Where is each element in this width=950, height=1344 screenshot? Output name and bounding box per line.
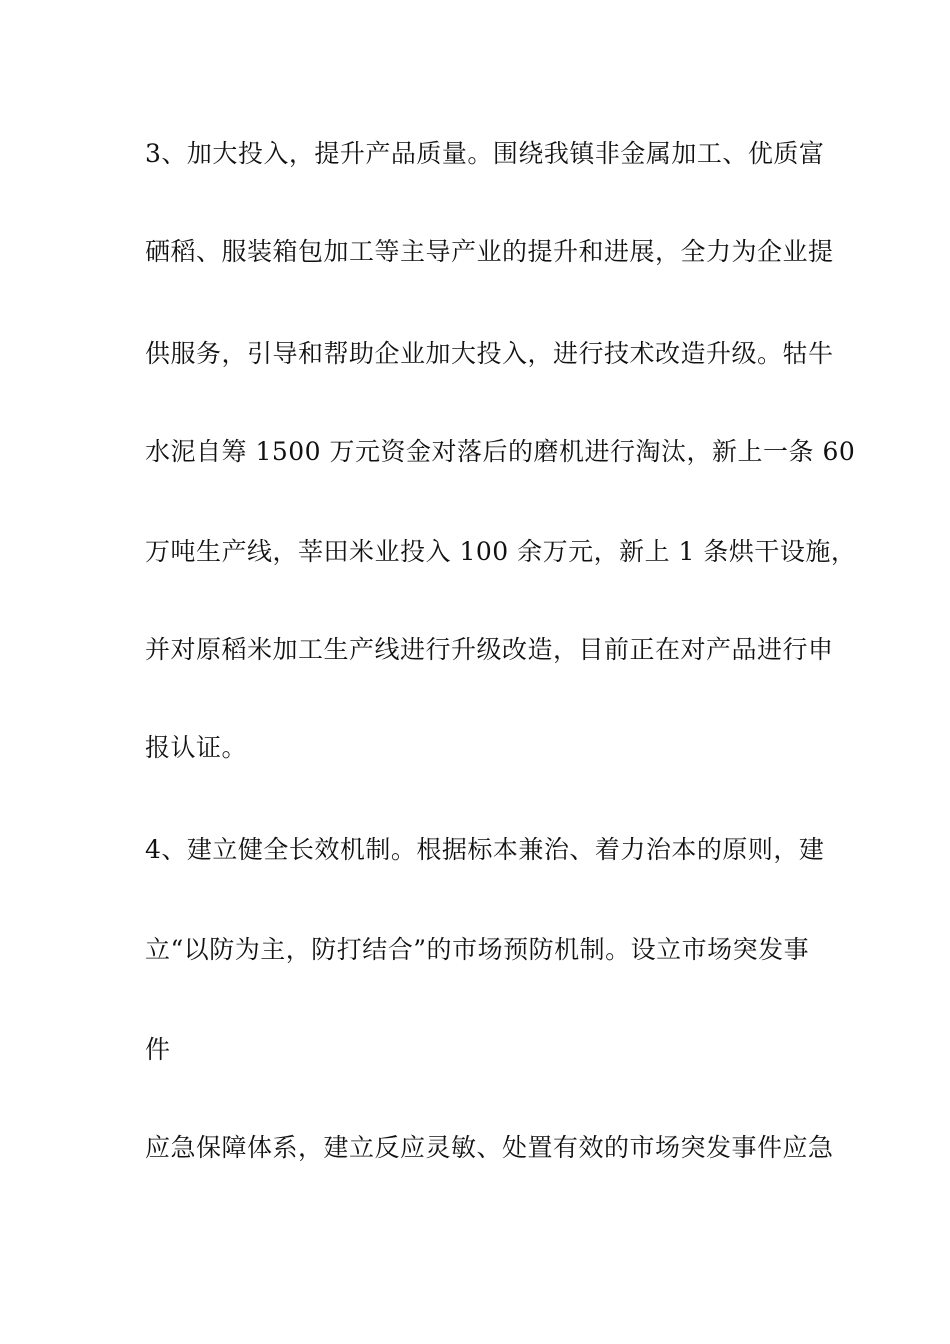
paragraph-line: 立“以防为主，防打结合”的市场预防机制。设立市场突发事 xyxy=(145,935,810,964)
paragraph-line: 供服务，引导和帮助企业加大投入，进行技术改造升级。牯牛 xyxy=(145,339,834,368)
paragraph-line: 报认证。 xyxy=(145,733,248,762)
paragraph-line: 应急保障体系，建立反应灵敏、处置有效的市场突发事件应急 xyxy=(145,1133,834,1162)
paragraph-line: 万吨生产线，莘田米业投入 100 余万元，新上 1 条烘干设施， xyxy=(145,537,857,566)
paragraph-line: 4、建立健全长效机制。根据标本兼治、着力治本的原则，建 xyxy=(145,835,825,864)
paragraph-line: 件 xyxy=(145,1035,171,1064)
paragraph-line: 3、加大投入，提升产品质量。围绕我镇非金属加工、优质富 xyxy=(145,139,825,168)
paragraph-line: 水泥自筹 1500 万元资金对落后的磨机进行淘汰，新上一条 60 xyxy=(145,437,856,466)
paragraph-line: 硒稻、服装箱包加工等主导产业的提升和进展，全力为企业提 xyxy=(145,237,834,266)
paragraph-line: 并对原稻米加工生产线进行升级改造，目前正在对产品进行申 xyxy=(145,635,834,664)
